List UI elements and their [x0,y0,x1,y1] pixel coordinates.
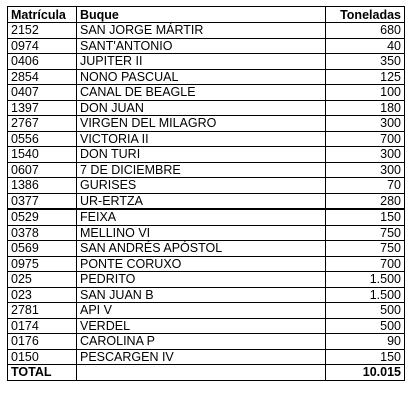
cell-matricula: 0176 [8,334,77,350]
cell-matricula: 0529 [8,209,77,225]
table-row [8,85,405,101]
table-row [8,303,405,319]
cell-buque: GURISES [77,178,326,194]
cell-buque: CAROLINA P [77,334,326,350]
cell-matricula: 0377 [8,193,77,209]
total-spacer [77,365,326,381]
cell-toneladas: 680 [326,23,405,39]
table-row [8,69,405,85]
cell-buque: SAN ANDRÉS APÓSTOL [77,241,326,257]
cell-toneladas: 100 [326,85,405,101]
cell-matricula: 0150 [8,349,77,365]
vessel-tonnage-table [7,6,405,381]
cell-toneladas: 750 [326,225,405,241]
table-row [8,256,405,272]
vessel-table-container [7,6,405,381]
header-matricula: Matrícula [8,7,77,23]
cell-buque: VICTORIA II [77,131,326,147]
cell-toneladas: 700 [326,131,405,147]
cell-matricula: 0569 [8,241,77,257]
cell-matricula: 0556 [8,131,77,147]
table-header-row [8,7,405,23]
table-row [8,272,405,288]
table-row [8,116,405,132]
cell-buque: SAN JUAN B [77,287,326,303]
cell-buque: VIRGEN DEL MILAGRO [77,116,326,132]
cell-buque: NONO PASCUAL [77,69,326,85]
table-row [8,318,405,334]
cell-toneladas: 90 [326,334,405,350]
cell-buque: DON TURI [77,147,326,163]
cell-matricula: 0174 [8,318,77,334]
cell-toneladas: 180 [326,100,405,116]
table-row [8,38,405,54]
table-row [8,349,405,365]
cell-toneladas: 700 [326,256,405,272]
cell-matricula: 2781 [8,303,77,319]
table-row [8,334,405,350]
cell-buque: PEDRITO [77,272,326,288]
cell-buque: SAN JORGE MÁRTIR [77,23,326,39]
cell-buque: MELLINO VI [77,225,326,241]
table-row [8,23,405,39]
cell-buque: CANAL DE BEAGLE [77,85,326,101]
cell-toneladas: 350 [326,54,405,70]
total-value: 10.015 [326,365,405,381]
cell-toneladas: 1.500 [326,272,405,288]
cell-buque: JUPITER II [77,54,326,70]
cell-toneladas: 300 [326,116,405,132]
cell-buque: VERDEL [77,318,326,334]
table-row [8,241,405,257]
cell-matricula: 1540 [8,147,77,163]
total-label: TOTAL [8,365,77,381]
cell-buque: PESCARGEN IV [77,349,326,365]
cell-toneladas: 40 [326,38,405,54]
table-row [8,162,405,178]
cell-buque: FEIXA [77,209,326,225]
cell-matricula: 023 [8,287,77,303]
cell-matricula: 2767 [8,116,77,132]
cell-toneladas: 500 [326,303,405,319]
table-row [8,100,405,116]
table-row [8,193,405,209]
cell-toneladas: 150 [326,209,405,225]
cell-toneladas: 300 [326,147,405,163]
cell-buque: DON JUAN [77,100,326,116]
total-row [8,365,405,381]
cell-buque: PONTE CORUXO [77,256,326,272]
cell-buque: SANT'ANTONIO [77,38,326,54]
table-row [8,131,405,147]
table-row [8,209,405,225]
cell-toneladas: 70 [326,178,405,194]
cell-toneladas: 750 [326,241,405,257]
table-row [8,287,405,303]
cell-toneladas: 500 [326,318,405,334]
table-row [8,147,405,163]
cell-matricula: 0378 [8,225,77,241]
cell-buque: 7 DE DICIEMBRE [77,162,326,178]
cell-toneladas: 125 [326,69,405,85]
cell-toneladas: 1.500 [326,287,405,303]
cell-matricula: 1397 [8,100,77,116]
cell-matricula: 0406 [8,54,77,70]
cell-matricula: 0974 [8,38,77,54]
table-row [8,54,405,70]
cell-buque: UR-ERTZA [77,193,326,209]
cell-matricula: 0607 [8,162,77,178]
table-row [8,178,405,194]
cell-matricula: 2152 [8,23,77,39]
cell-buque: API V [77,303,326,319]
cell-matricula: 2854 [8,69,77,85]
cell-toneladas: 150 [326,349,405,365]
cell-toneladas: 300 [326,162,405,178]
cell-matricula: 0975 [8,256,77,272]
header-toneladas: Toneladas [326,7,405,23]
header-buque: Buque [77,7,326,23]
table-row [8,225,405,241]
cell-toneladas: 280 [326,193,405,209]
cell-matricula: 1386 [8,178,77,194]
cell-matricula: 025 [8,272,77,288]
cell-matricula: 0407 [8,85,77,101]
